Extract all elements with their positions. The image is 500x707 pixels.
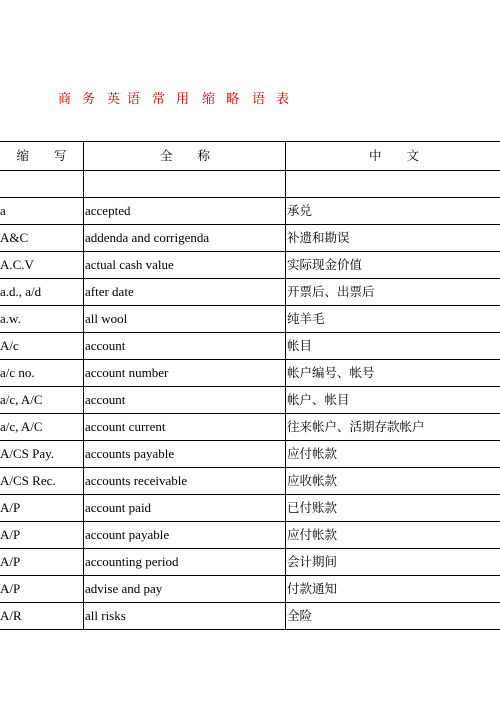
table-row	[0, 252, 500, 279]
table-row	[0, 441, 500, 468]
cell-abbreviation: a/c, A/C	[0, 387, 84, 414]
table-row	[0, 549, 500, 576]
title-char: 语	[127, 92, 141, 107]
table-header-row	[0, 142, 500, 171]
cell-full-name: all risks	[84, 603, 286, 630]
cell-chinese: 帐目	[286, 333, 500, 360]
cell-full-name: accounts receivable	[84, 468, 286, 495]
table-row	[0, 522, 500, 549]
cell-abbreviation: A/CS Pay.	[0, 441, 84, 468]
table-row	[0, 333, 500, 360]
table-row	[0, 306, 500, 333]
cell-chinese	[286, 171, 500, 198]
cell-abbreviation: a.w.	[0, 306, 84, 333]
cell-abbreviation: A/P	[0, 495, 84, 522]
cell-full-name: accounts payable	[84, 441, 286, 468]
cell-abbreviation: a/c, A/C	[0, 414, 84, 441]
cell-full-name: all wool	[84, 306, 286, 333]
cell-chinese: 补遗和勘误	[286, 225, 500, 252]
table-row	[0, 171, 500, 198]
cell-full-name: after date	[84, 279, 286, 306]
cell-chinese: 纯羊毛	[286, 306, 500, 333]
cell-full-name: account current	[84, 414, 286, 441]
cell-chinese: 帐户、帐目	[286, 387, 500, 414]
cell-abbreviation: a/c no.	[0, 360, 84, 387]
cell-abbreviation: A/P	[0, 549, 84, 576]
cell-chinese: 开票后、出票后	[286, 279, 500, 306]
cell-abbreviation: A/R	[0, 603, 84, 630]
cell-full-name: account payable	[84, 522, 286, 549]
cell-chinese: 已付账款	[286, 495, 500, 522]
cell-chinese: 全险	[286, 603, 500, 630]
title-char: 务	[82, 92, 96, 107]
cell-chinese: 付款通知	[286, 576, 500, 603]
cell-full-name: account paid	[84, 495, 286, 522]
title-char: 常	[152, 92, 166, 107]
cell-chinese: 承兑	[286, 198, 500, 225]
title-char: 缩	[202, 92, 216, 107]
title-char: 语	[252, 92, 266, 107]
cell-full-name: account	[84, 333, 286, 360]
table-row	[0, 603, 500, 630]
cell-abbreviation: a.d., a/d	[0, 279, 84, 306]
cell-chinese: 应付帐款	[286, 522, 500, 549]
cell-abbreviation: A/P	[0, 522, 84, 549]
cell-chinese: 会计期间	[286, 549, 500, 576]
header-full-name: 全 称	[84, 142, 286, 171]
cell-chinese: 帐户编号、帐号	[286, 360, 500, 387]
title-char: 商	[58, 92, 72, 107]
document-title	[0, 90, 500, 110]
table-row	[0, 387, 500, 414]
cell-chinese: 应收帐款	[286, 468, 500, 495]
cell-full-name: addenda and corrigenda	[84, 225, 286, 252]
cell-chinese: 实际现金价值	[286, 252, 500, 279]
table-row	[0, 225, 500, 252]
table-row	[0, 414, 500, 441]
cell-full-name: account	[84, 387, 286, 414]
title-char: 表	[276, 92, 290, 107]
table-row	[0, 360, 500, 387]
cell-full-name: account number	[84, 360, 286, 387]
cell-abbreviation: A/c	[0, 333, 84, 360]
header-abbreviation: 缩 写	[0, 142, 84, 171]
cell-abbreviation	[0, 171, 84, 198]
table-row	[0, 198, 500, 225]
cell-chinese: 应付帐款	[286, 441, 500, 468]
cell-abbreviation: A&C	[0, 225, 84, 252]
cell-abbreviation: A/P	[0, 576, 84, 603]
cell-full-name: advise and pay	[84, 576, 286, 603]
title-char: 用	[176, 92, 190, 107]
cell-abbreviation: A.C.V	[0, 252, 84, 279]
cell-abbreviation: A/CS Rec.	[0, 468, 84, 495]
table-row	[0, 279, 500, 306]
table-row	[0, 468, 500, 495]
cell-full-name: accepted	[84, 198, 286, 225]
cell-chinese: 往来帐户、活期存款帐户	[286, 414, 500, 441]
header-chinese: 中 文	[286, 142, 500, 171]
table-body	[0, 171, 500, 630]
title-char: 略	[226, 92, 240, 107]
title-char: 英	[107, 92, 121, 107]
abbreviation-table	[0, 141, 500, 630]
table-row	[0, 495, 500, 522]
cell-full-name	[84, 171, 286, 198]
table-row	[0, 576, 500, 603]
cell-full-name: actual cash value	[84, 252, 286, 279]
cell-full-name: accounting period	[84, 549, 286, 576]
cell-abbreviation: a	[0, 198, 84, 225]
